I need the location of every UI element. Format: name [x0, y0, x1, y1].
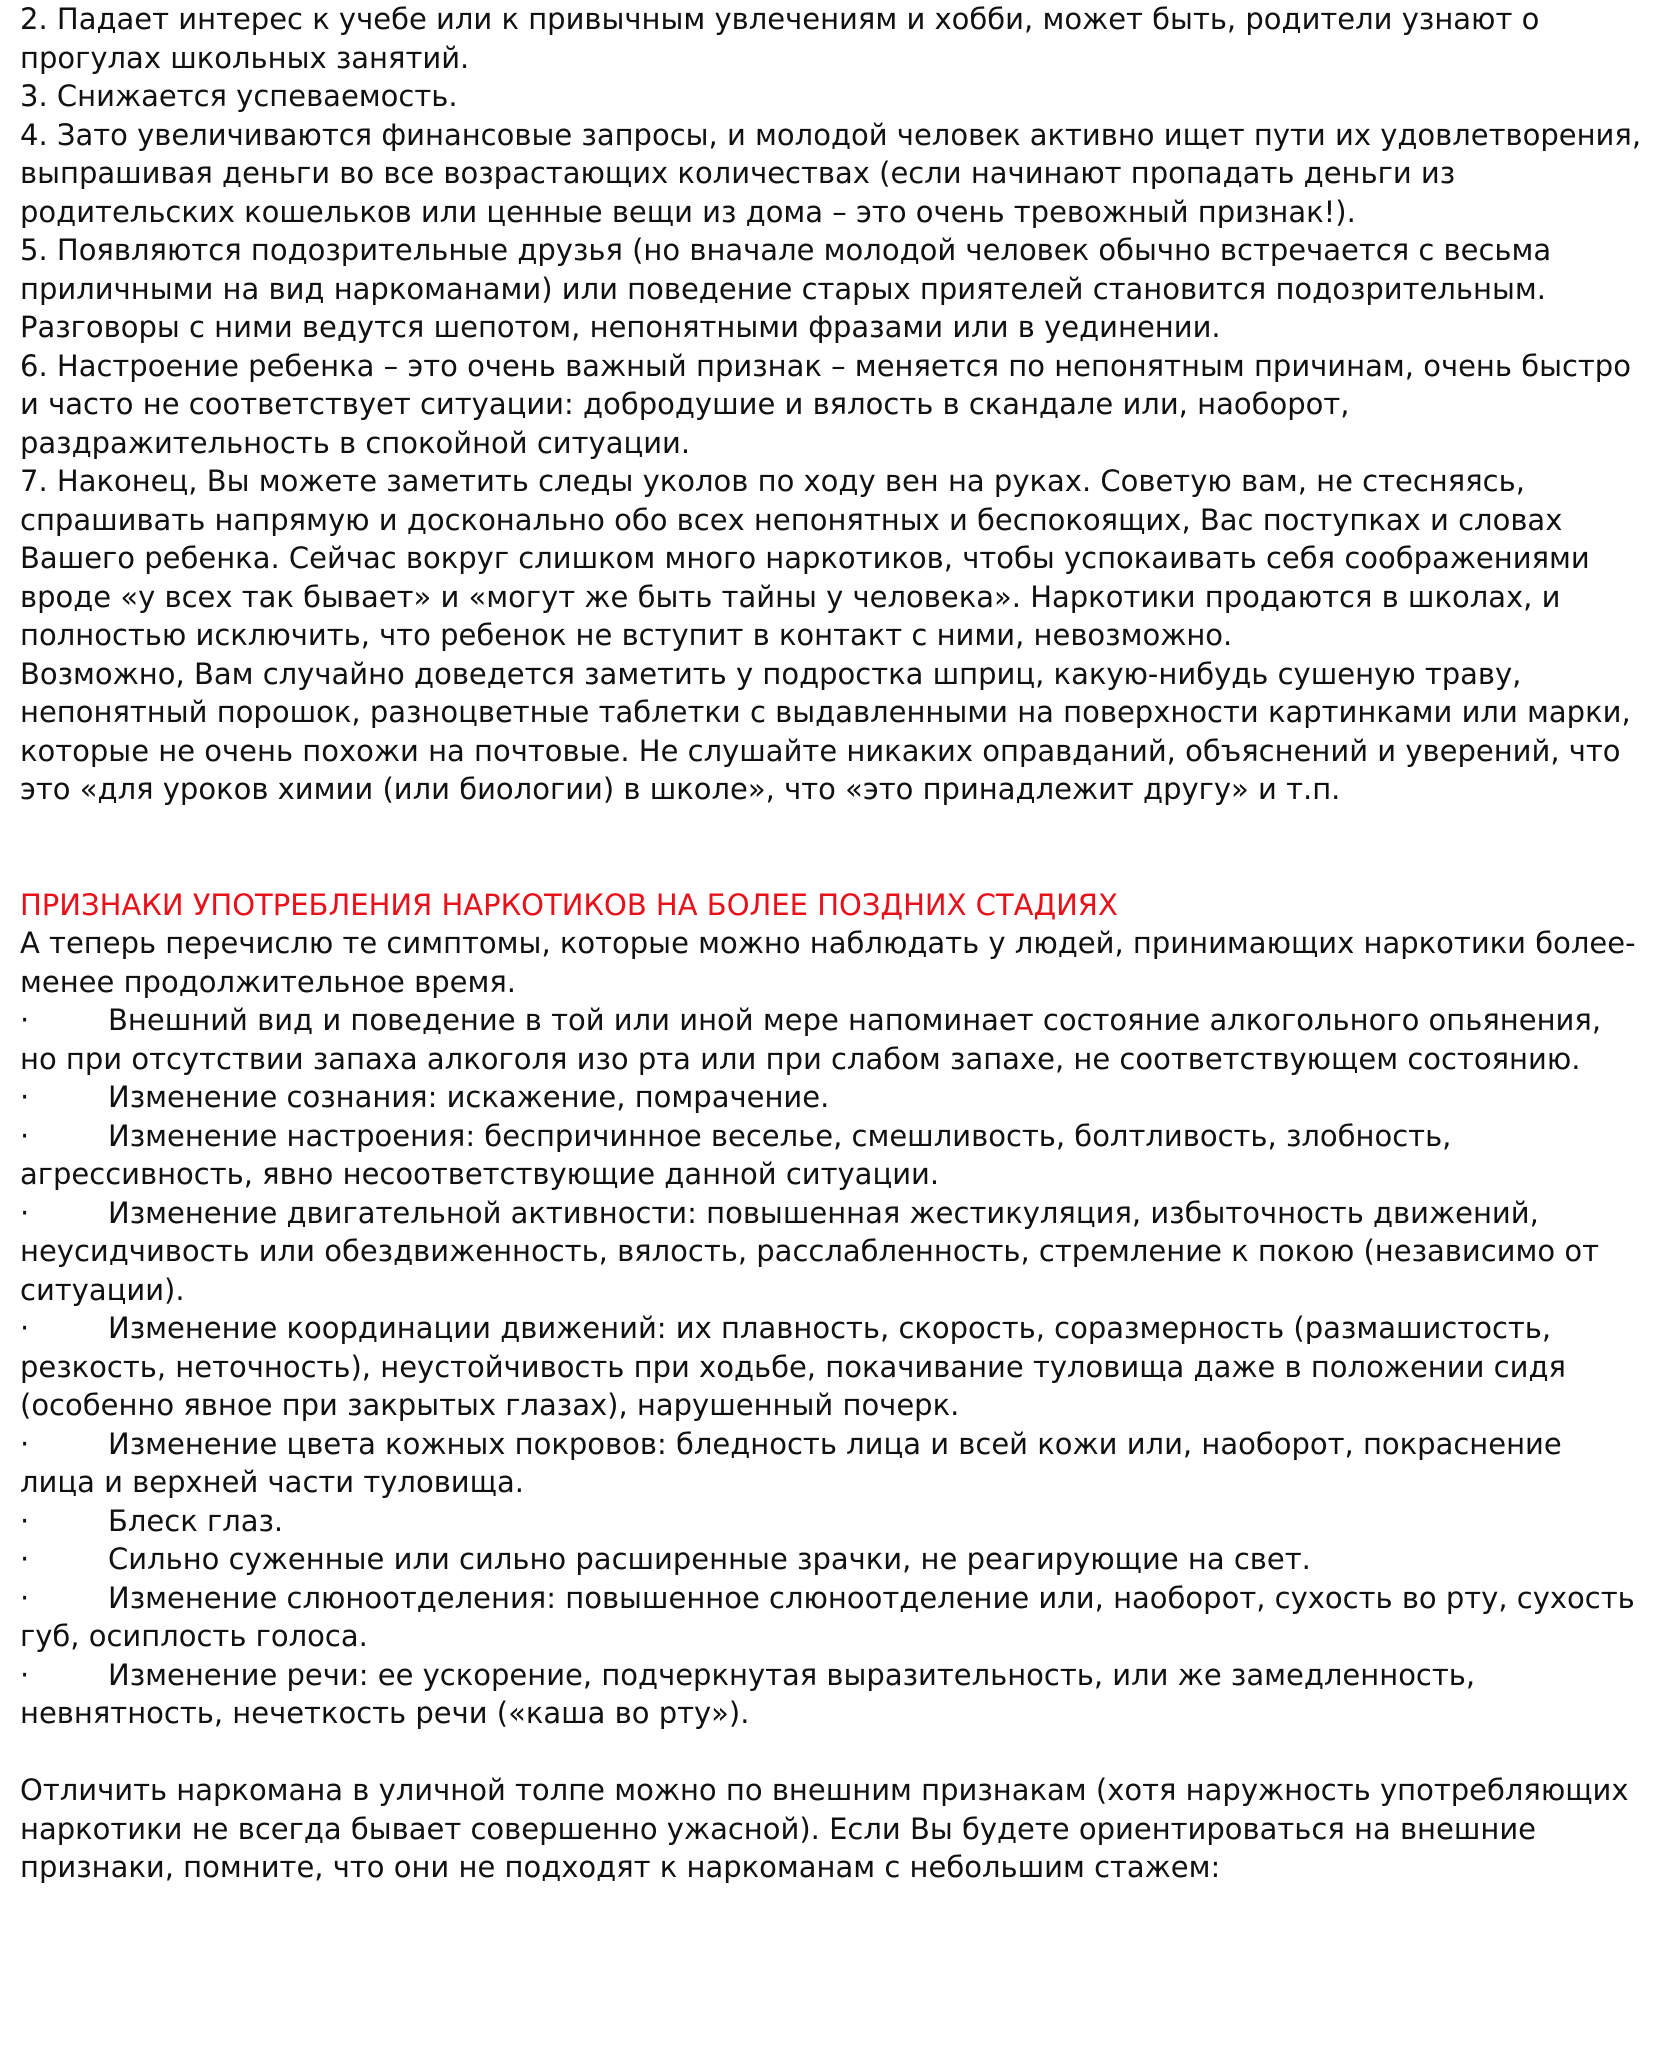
list-item: 4. Зато увеличиваются финансовые запросы, и молодой человек активно ищет пути их удовлетворения, выпрашивая деньги во все возрастающих количествах (если начинают пропадать деньги из родительских кошельков или ценные вещи из дома – это очень тревожный признак!). [20, 117, 1642, 229]
bullet-mark: · [20, 1080, 30, 1114]
bullet-mark: · [20, 1580, 30, 1615]
bullet-text: Изменение цвета кожных покровов: бледность лица и всей кожи или, наоборот, покраснение лица и верхней части туловища. [20, 1426, 1562, 1499]
bullet-text: Блеск глаз. [108, 1503, 284, 1538]
bullet-mark: · [20, 1657, 30, 1692]
section-heading: ПРИЗНАКИ УПОТРЕБЛЕНИЯ НАРКОТИКОВ НА БОЛЕЕ ПОЗДНИХ СТАДИЯХ [20, 887, 1118, 922]
closing-paragraph: Отличить наркомана в уличной толпе можно по внешним признакам (хотя наружность употребляющих наркотики не всегда бывает совершенно ужасной). Если Вы будете ориентироваться на внешние признаки, помните, что они не подходят к наркоманам с небольшим стажем: [20, 1773, 1629, 1884]
list-item: 6. Настроение ребенка – это очень важный признак – меняется по непонятным причинам, очень быстро и часто не соответствует ситуации: добродушие и вялость в скандале или, наоборот, раздражительность в спокойной ситуации. [20, 348, 1631, 460]
bullet-text: Изменение сознания: искажение, помрачение. [108, 1080, 830, 1114]
bullet-mark: · [20, 1195, 30, 1230]
document-page [20, 0, 1645, 1887]
bullet-mark: · [20, 1003, 30, 1037]
bullet-text: Изменение речи: ее ускорение, подчеркнутая выразительность, или же замедленность, невнятность, нечеткость речи («каша во рту»). [20, 1657, 1476, 1730]
bullet-mark: · [20, 1118, 30, 1153]
bullet-item [20, 1425, 1645, 1502]
bullet-item [20, 1579, 1645, 1656]
bullet-text: Сильно суженные или сильно расширенные зрачки, не реагирующие на свет. [108, 1542, 1311, 1576]
bullet-item [20, 1540, 1645, 1579]
bullet-text: Изменение слюноотделения: повышенное слюноотделение или, наоборот, сухость во рту, сухость губ, осиплость голоса. [20, 1580, 1635, 1653]
paragraph: Возможно, Вам случайно доведется заметить у подростка шприц, какую-нибудь сушеную траву, непонятный порошок, разноцветные таблетки с выдавленными на поверхности картинками или марки, которые не очень похожи на почтовые. Не слушайте никаких оправданий, объяснений и уверений, что это «для уроков химии (или биологии) в школе», что «это принадлежит другу» и т.п. [20, 656, 1631, 806]
list-item: 2. Падает интерес к учебе или к привычным увлечениям и хобби, может быть, родители узнают о прогулах школьных занятий. [20, 2, 1540, 75]
bullet-item [20, 1078, 1645, 1117]
bullet-mark: · [20, 1503, 30, 1538]
bullet-mark: · [20, 1426, 30, 1461]
blank-space [20, 1733, 1645, 1772]
bullet-mark: · [20, 1311, 30, 1345]
bullet-text: Изменение настроения: беспричинное веселье, смешливость, болтливость, злобность, агрессивность, явно несоответствующие данной ситуации. [20, 1118, 1452, 1191]
bullet-item [20, 1656, 1645, 1733]
list-item: 5. Появляются подозрительные друзья (но вначале молодой человек обычно встречается с весьма приличными на вид наркоманами) или поведение старых приятелей становится подозрительным. Разговоры с ними ведутся шепотом, непонятными фразами или в уединении. [20, 233, 1552, 344]
bullet-text: Внешний вид и поведение в той или иной мере напоминает состояние алкогольного опьянения, но при отсутствии запаха алкоголя изо рта или при слабом запахе, не соответствующем состоянию. [20, 1003, 1602, 1076]
blank-space [20, 809, 1645, 886]
bullet-item [20, 1117, 1645, 1194]
list-item: 3. Снижается успеваемость. [20, 79, 458, 113]
bullet-mark: · [20, 1542, 30, 1576]
bullet-item [20, 1502, 1645, 1541]
bullet-item [20, 1194, 1645, 1310]
section-intro: А теперь перечислю те симптомы, которые можно наблюдать у людей, принимающих наркотики более-менее продолжительное время. [20, 926, 1636, 999]
bullet-text: Изменение двигательной активности: повышенная жестикуляция, избыточность движений, неусидчивость или обездвиженность, вялость, расслабленность, стремление к покою (независимо от ситуации). [20, 1195, 1599, 1307]
bullet-item [20, 1001, 1645, 1078]
bullet-text: Изменение координации движений: их плавность, скорость, соразмерность (размашистость, резкость, неточность), неустойчивость при ходьбе, покачивание туловища даже в положении сидя (особенно явное при закрытых глазах), нарушенный почерк. [20, 1311, 1566, 1422]
list-item: 7. Наконец, Вы можете заметить следы уколов по ходу вен на руках. Советую вам, не стесняясь, спрашивать напрямую и досконально обо всех непонятных и беспокоящих, Вас поступках и словах Вашего ребенка. Сейчас вокруг слишком много наркотиков, чтобы успокаивать себя соображениями вроде «у всех так бывает» и «могут же быть тайны у человека». Наркотики продаются в школах, и полностью исключить, что ребенок не вступит в контакт с ними, невозможно. [20, 464, 1590, 652]
bullet-item [20, 1309, 1645, 1425]
